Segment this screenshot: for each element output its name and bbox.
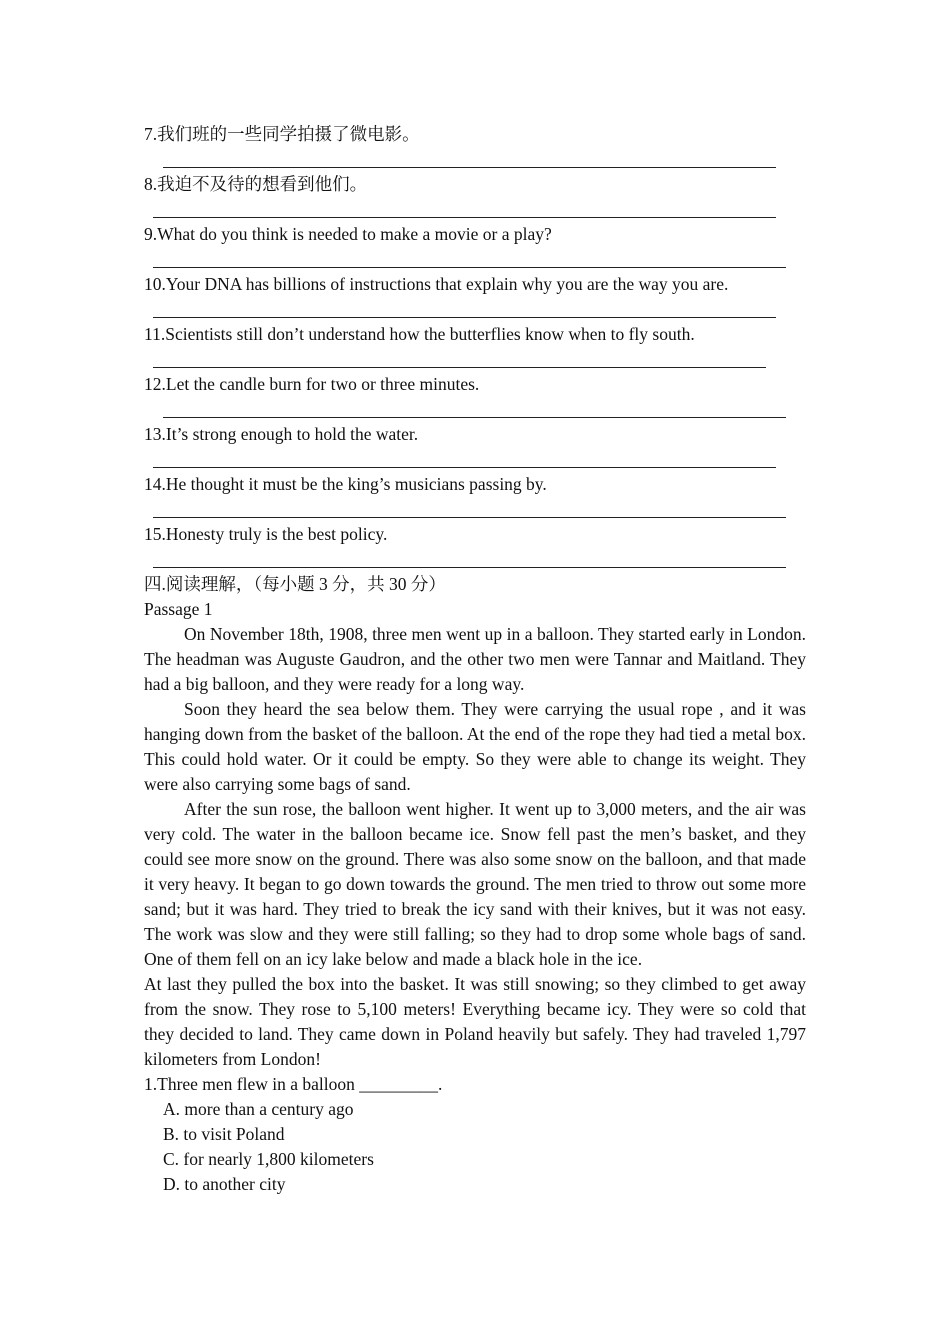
answer-line-10[interactable] (144, 297, 806, 322)
passage-paragraph-4: At last they pulled the box into the basket. It was still snowing; so they climbed to get away from the snow. They rose to 5,100 meters! Everything became icy. They were so cold that they decided to land. They came down in Poland heavily but safely. They had traveled 1,797 kilometers from London! (144, 974, 806, 1069)
answer-line-15[interactable] (144, 547, 806, 572)
answer-line-9[interactable] (144, 247, 806, 272)
answer-line-7[interactable] (144, 147, 806, 172)
answer-line-14[interactable] (144, 497, 806, 522)
passage-paragraph-1: On November 18th, 1908, three men went up in a balloon. They started early in London. The headman was Auguste Gaudron, and the other two men were Tannar and Maitland. They had a big balloon, and they were ready for a long way. (144, 624, 806, 694)
mcq-option-b[interactable]: B. to visit Poland (163, 1124, 285, 1144)
answer-line-11[interactable] (144, 347, 806, 372)
document-content (144, 122, 806, 1197)
question-15: 15.Honesty truly is the best policy. (144, 524, 388, 544)
passage-title: Passage 1 (144, 599, 213, 619)
answer-line-12[interactable] (144, 397, 806, 422)
answer-line-8[interactable] (144, 197, 806, 222)
question-8: 8.我迫不及待的想看到他们。 (144, 174, 368, 194)
question-10: 10.Your DNA has billions of instructions that explain why you are the way you are. (144, 274, 729, 294)
question-14: 14.He thought it must be the king’s musicians passing by. (144, 474, 547, 494)
question-7: 7.我们班的一些同学拍摄了微电影。 (144, 124, 420, 144)
question-11: 11.Scientists still don’t understand how the butterflies know when to fly south. (144, 324, 695, 344)
question-12: 12.Let the candle burn for two or three minutes. (144, 374, 480, 394)
mcq-option-a[interactable]: A. more than a century ago (163, 1099, 354, 1119)
mcq-option-c[interactable]: C. for nearly 1,800 kilometers (163, 1149, 374, 1169)
passage-paragraph-3: After the sun rose, the balloon went higher. It went up to 3,000 meters, and the air was very cold. The water in the balloon became ice. Snow fell past the men’s basket, and they could see more snow on the ground. There was also some snow on the balloon, and that made it very heavy. It began to go down towards the ground. The men tried to throw out some more sand; but it was hard. They tried to break the icy sand with their knives, but it was not easy. The work was slow and they were still falling; so they had to drop some whole bags of sand. One of them fell on an icy lake below and made a black hole in the ice. (144, 799, 806, 969)
answer-line-13[interactable] (144, 447, 806, 472)
question-13: 13.It’s strong enough to hold the water. (144, 424, 419, 444)
question-9: 9.What do you think is needed to make a movie or a play? (144, 224, 552, 244)
section-heading: 四.阅读理解，（每小题 3 分，共 30 分） (144, 574, 446, 594)
mcq-option-d[interactable]: D. to another city (163, 1174, 286, 1194)
passage-paragraph-2: Soon they heard the sea below them. They were carrying the usual rope , and it was hanging down from the basket of the balloon. At the end of the rope they had tied a metal box. This could hold water. Or it could be empty. So they were able to change its weight. They were also carrying some bags of sand. (144, 699, 806, 794)
mcq-question: 1.Three men flew in a balloon _________. (144, 1074, 443, 1094)
